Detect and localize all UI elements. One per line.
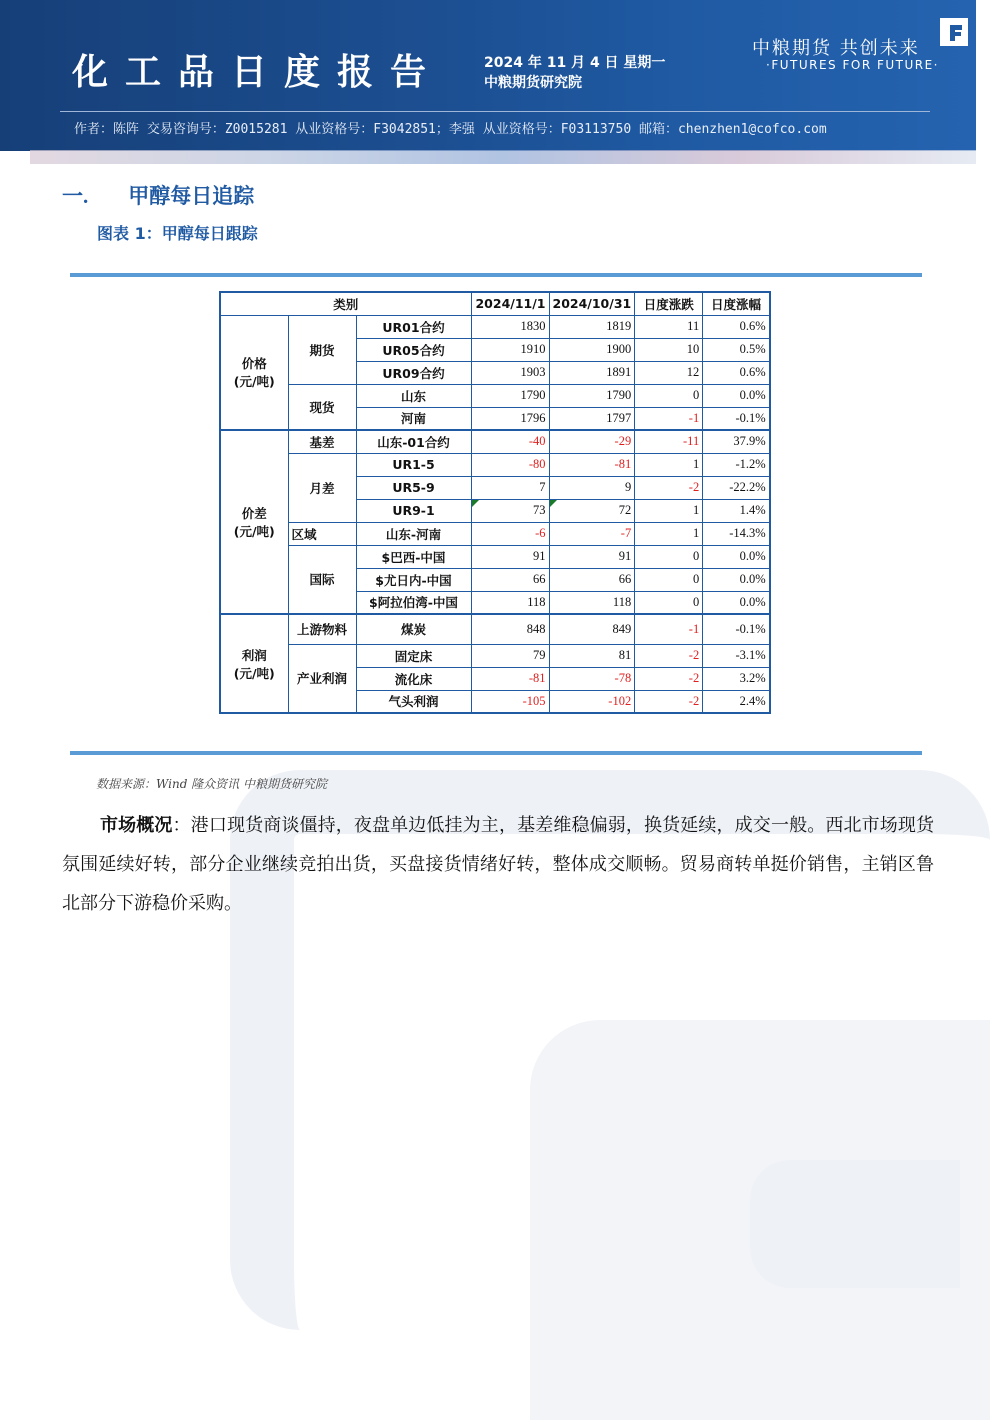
section-title: 甲醇每日追踪: [128, 184, 255, 208]
row-item: $阿拉伯湾-中国: [356, 591, 471, 614]
value-cell: -29: [549, 430, 635, 453]
value-cell: 66: [471, 568, 549, 591]
value-cell: 91: [549, 545, 635, 568]
overview-label: 市场概况: [100, 815, 173, 836]
group-profit: 利润 (元/吨): [220, 614, 288, 713]
value-cell: 1891: [549, 361, 635, 384]
subgroup-spot: 现货: [288, 384, 356, 430]
market-overview-paragraph: [62, 806, 934, 923]
value-cell: 1790: [549, 384, 635, 407]
table-row: [220, 644, 770, 667]
watermark-shape: [750, 1160, 960, 1288]
change-cell: 0: [635, 591, 703, 614]
subgroup-region: 区域: [288, 522, 356, 545]
row-item: 山东-01合约: [356, 430, 471, 453]
table-row: [220, 522, 770, 545]
table-row: [220, 430, 770, 453]
row-item: $巴西-中国: [356, 545, 471, 568]
row-item: 煤炭: [356, 614, 471, 644]
row-item: UR09合约: [356, 361, 471, 384]
value-cell: 1910: [471, 338, 549, 361]
change-cell: 0: [635, 545, 703, 568]
report-date: 2024 年 11 月 4 日 星期一: [484, 55, 666, 71]
pct-cell: -0.1%: [703, 614, 770, 644]
value-cell: 66: [549, 568, 635, 591]
row-item: 河南: [356, 407, 471, 430]
value-cell: 72: [549, 499, 635, 522]
value-cell: -81: [549, 453, 635, 476]
value-cell: -7: [549, 522, 635, 545]
header-stripe: [30, 150, 976, 164]
pct-cell: 37.9%: [703, 430, 770, 453]
value-cell: -102: [549, 690, 635, 713]
row-item: UR05合约: [356, 338, 471, 361]
table-top-rule: [70, 273, 922, 277]
value-cell: 79: [471, 644, 549, 667]
change-cell: 0: [635, 384, 703, 407]
subgroup-intl: 国际: [288, 545, 356, 614]
author-info: 作者：陈阵 交易咨询号：Z0015281 从业资格号：F3042851；李强 从业资格号：F03113750 邮箱：chenzhen1@cofco.com: [74, 122, 827, 137]
subgroup-upstream: 上游物料: [288, 614, 356, 644]
value-cell: -81: [471, 667, 549, 690]
value-cell: 81: [549, 644, 635, 667]
subgroup-basis: 基差: [288, 430, 356, 453]
pct-cell: 0.0%: [703, 545, 770, 568]
row-item: UR01合约: [356, 315, 471, 338]
header-date2: 2024/10/31: [549, 292, 635, 315]
row-item: 山东-河南: [356, 522, 471, 545]
table-row: [220, 315, 770, 338]
data-source-note: 数据来源：Wind 隆众资讯 中粮期货研究院: [96, 777, 328, 791]
value-cell: 1830: [471, 315, 549, 338]
report-org: 中粮期货研究院: [484, 75, 582, 91]
change-cell: -2: [635, 667, 703, 690]
change-cell: -1: [635, 614, 703, 644]
pct-cell: 0.6%: [703, 361, 770, 384]
report-header: [0, 0, 976, 151]
pct-cell: 1.4%: [703, 499, 770, 522]
value-cell: 1790: [471, 384, 549, 407]
value-cell: 1819: [549, 315, 635, 338]
change-cell: 10: [635, 338, 703, 361]
value-cell: 118: [549, 591, 635, 614]
row-item: 气头利润: [356, 690, 471, 713]
header-daily-pct: 日度涨幅: [703, 292, 770, 315]
value-cell: 73: [471, 499, 549, 522]
subgroup-month: 月差: [288, 453, 356, 522]
header-date1: 2024/11/1: [471, 292, 549, 315]
row-item: 山东: [356, 384, 471, 407]
pct-cell: 0.0%: [703, 568, 770, 591]
brand-slogan-en: ·FUTURES FOR FUTURE·: [766, 58, 939, 72]
header-daily-change: 日度涨跌: [635, 292, 703, 315]
brand-slogan: 中粮期货 共创未来: [752, 38, 920, 59]
cofco-logo-icon: [940, 18, 968, 46]
pct-cell: 0.6%: [703, 315, 770, 338]
pct-cell: 0.0%: [703, 591, 770, 614]
pct-cell: 3.2%: [703, 667, 770, 690]
header-category: 类别: [220, 292, 471, 315]
table-row: [220, 614, 770, 644]
row-item: 流化床: [356, 667, 471, 690]
value-cell: -6: [471, 522, 549, 545]
figure-title: 图表 1：甲醇每日跟踪: [97, 224, 258, 243]
value-cell: 7: [471, 476, 549, 499]
table-bottom-rule: [70, 751, 922, 755]
value-cell: 118: [471, 591, 549, 614]
change-cell: -2: [635, 690, 703, 713]
change-cell: 1: [635, 453, 703, 476]
change-cell: 11: [635, 315, 703, 338]
row-item: $尤日内-中国: [356, 568, 471, 591]
pct-cell: 2.4%: [703, 690, 770, 713]
pct-cell: 0.0%: [703, 384, 770, 407]
row-item: UR5-9: [356, 476, 471, 499]
change-cell: -1: [635, 407, 703, 430]
pct-cell: -14.3%: [703, 522, 770, 545]
value-cell: 1903: [471, 361, 549, 384]
header-divider: [60, 111, 930, 112]
report-title: 化工品日度报告: [72, 52, 444, 93]
group-price: 价格 (元/吨): [220, 315, 288, 430]
value-cell: -105: [471, 690, 549, 713]
change-cell: -11: [635, 430, 703, 453]
section-number: 一.: [62, 184, 89, 208]
change-cell: -2: [635, 476, 703, 499]
value-cell: 848: [471, 614, 549, 644]
table-header-row: [220, 292, 770, 315]
pct-cell: -0.1%: [703, 407, 770, 430]
value-cell: 1797: [549, 407, 635, 430]
pct-cell: -3.1%: [703, 644, 770, 667]
value-cell: 9: [549, 476, 635, 499]
value-cell: -78: [549, 667, 635, 690]
value-cell: 1900: [549, 338, 635, 361]
row-item: UR9-1: [356, 499, 471, 522]
change-cell: 1: [635, 522, 703, 545]
change-cell: -2: [635, 644, 703, 667]
methanol-tracking-table: [219, 291, 771, 714]
change-cell: 0: [635, 568, 703, 591]
value-cell: -80: [471, 453, 549, 476]
pct-cell: -22.2%: [703, 476, 770, 499]
value-cell: 91: [471, 545, 549, 568]
overview-text: ：港口现货商谈僵持，夜盘单边低挂为主，基差维稳偏弱，换货延续，成交一般。西北市场现货氛围延续好转，部分企业继续竞拍出货，买盘接货情绪好转，整体成交顺畅。贸易商转单挺价销售，主销区鲁北部分下游稳价采购。: [62, 815, 935, 914]
subgroup-industry: 产业利润: [288, 644, 356, 713]
row-item: 固定床: [356, 644, 471, 667]
pct-cell: -1.2%: [703, 453, 770, 476]
change-cell: 12: [635, 361, 703, 384]
value-cell: 849: [549, 614, 635, 644]
change-cell: 1: [635, 499, 703, 522]
pct-cell: 0.5%: [703, 338, 770, 361]
table-row: [220, 453, 770, 476]
row-item: UR1-5: [356, 453, 471, 476]
value-cell: -40: [471, 430, 549, 453]
group-spread: 价差 (元/吨): [220, 430, 288, 614]
subgroup-futures: 期货: [288, 315, 356, 384]
section-heading: [62, 180, 254, 210]
table-row: [220, 545, 770, 568]
value-cell: 1796: [471, 407, 549, 430]
table-row: [220, 384, 770, 407]
